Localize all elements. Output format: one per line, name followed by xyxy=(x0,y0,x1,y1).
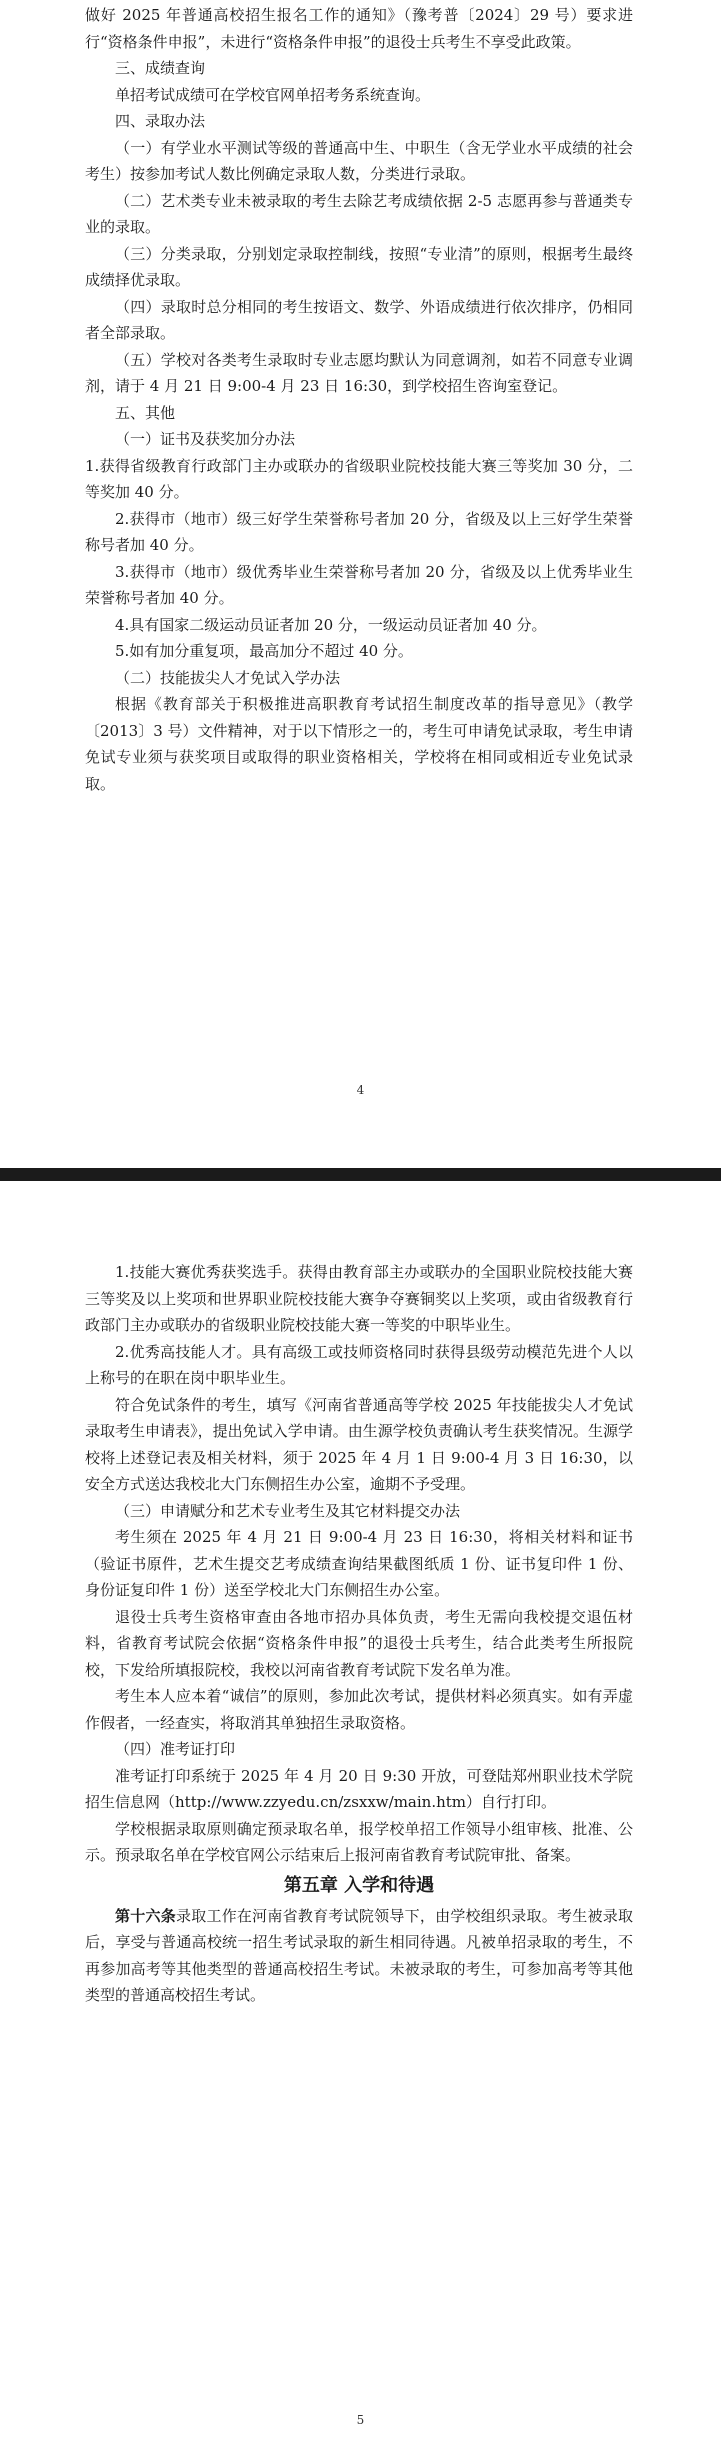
page-5-body xyxy=(85,1259,633,2009)
paragraph: （一）有学业水平测试等级的普通高中生、中职生（含无学业水平成绩的社会考生）按参加考试人数比例确定录取人数，分类进行录取。 xyxy=(85,138,633,183)
article-paragraph xyxy=(85,1903,633,2009)
paragraph: 准考证打印系统于 2025 年 4 月 20 日 9:30 开放，可登陆郑州职业技术学院招生信息网（http://www.zzyedu.cn/zsxxw/main.htm）自行打印。 xyxy=(85,1766,633,1811)
article-text: 录取工作在河南省教育考试院领导下，由学校组织录取。考生被录取后，享受与普通高校统一招生考试录取的新生相同待遇。凡被单招录取的考生，不再参加高考等其他类型的普通高校招生考试。未被录取的考生，可参加高考等其他类型的普通高校招生考试。 xyxy=(85,1906,633,2004)
paragraph: （四）录取时总分相同的考生按语文、数学、外语成绩进行依次排序，仍相同者全部录取。 xyxy=(85,297,633,342)
paragraph: （三）申请赋分和艺术专业考生及其它材料提交办法 xyxy=(115,1501,461,1520)
page-5-paragraphs xyxy=(85,1259,633,1869)
paragraph: 根据《教育部关于积极推进高职教育考试招生制度改革的指导意见》（教学〔2013〕3 号）文件精神，对于以下情形之一的，考生可申请免试录取，考生申请免试专业须与获奖项目或取得的职业资格相关，学校将在相同或相近专业免试录取。 xyxy=(85,695,633,793)
paragraph: 5.如有加分重复项，最高加分不超过 40 分。 xyxy=(115,642,413,660)
paragraph: 五、其他 xyxy=(115,403,176,422)
page-4-body xyxy=(85,2,633,797)
paragraph: 符合免试条件的考生，填写《河南省普通高等学校 2025 年技能拔尖人才免试录取考生申请表》，提出免试入学申请。由生源学校负责确认考生获奖情况。生源学校将上述登记表及相关材料，须于 2025 年 4 月 1 日 9:00-4 月 3 日 16:30，以安全方式送达我校北大门东侧招生办公室，逾期不予受理。 xyxy=(85,1395,633,1493)
paragraph: 4.具有国家二级运动员证者加 20 分，一级运动员证者加 40 分。 xyxy=(115,615,547,634)
article-label: 第十六条 xyxy=(115,1906,176,1925)
paragraph: （二）艺术类专业未被录取的考生去除艺考成绩依据 2-5 志愿再参与普通类专业的录取。 xyxy=(85,191,633,236)
page-number: 5 xyxy=(356,2413,365,2427)
document-page-4 xyxy=(0,0,721,1168)
paragraph: （三）分类录取，分别划定录取控制线，按照“专业清”的原则，根据考生最终成绩择优录取。 xyxy=(85,244,633,289)
paragraph: 做好 2025 年普通高校招生报名工作的通知》（豫考普〔2024〕29 号）要求进行“资格条件申报”，未进行“资格条件申报”的退役士兵考生不享受此政策。 xyxy=(85,6,633,51)
paragraph: 考生本人应本着“诚信”的原则，参加此次考试，提供材料必须真实。如有弄虚作假者，一经查实，将取消其单独招生录取资格。 xyxy=(85,1687,633,1732)
paragraph: （二）技能拔尖人才免试入学办法 xyxy=(115,668,341,687)
paragraph: 退役士兵考生资格审查由各地市招办具体负责，考生无需向我校提交退伍材料，省教育考试院会依据“资格条件申报”的退役士兵考生，结合此类考生所报院校，下发给所填报院校，我校以河南省教育考试院下发名单为准。 xyxy=(85,1607,633,1679)
paragraph: 1.获得省级教育行政部门主办或联办的省级职业院校技能大赛三等奖加 30 分，二等奖加 40 分。 xyxy=(85,456,633,501)
paragraph: （五）学校对各类考生录取时专业志愿均默认为同意调剂，如若不同意专业调剂，请于 4 月 21 日 9:00-4 月 23 日 16:30，到学校招生咨询室登记。 xyxy=(85,350,633,395)
paragraph: 1.技能大赛优秀获奖选手。获得由教育部主办或联办的全国职业院校技能大赛三等奖及以上奖项和世界职业院校技能大赛争夺赛铜奖以上奖项，或由省级教育行政部门主办或联办的省级职业院校技能大赛一等奖的中职毕业生。 xyxy=(85,1263,633,1334)
paragraph: 四、录取办法 xyxy=(115,112,206,130)
document-page-5 xyxy=(0,1181,721,2444)
page-number: 4 xyxy=(356,1083,365,1097)
paragraph: （一）证书及获奖加分办法 xyxy=(115,430,296,448)
chapter-title: 第五章 入学和待遇 xyxy=(283,1874,435,1896)
paragraph: （四）准考证打印 xyxy=(115,1740,236,1758)
paragraph: 三、成绩查询 xyxy=(115,59,206,77)
page-separator xyxy=(0,1168,721,1181)
paragraph: 2.获得市（地市）级三好学生荣誉称号者加 20 分，省级及以上三好学生荣誉称号者加 40 分。 xyxy=(85,509,633,554)
paragraph: 单招考试成绩可在学校官网单招考务系统查询。 xyxy=(115,85,431,104)
paragraph: 考生须在 2025 年 4 月 21 日 9:00-4 月 23 日 16:30，将相关材料和证书（验证书原件，艺术生提交艺考成绩查询结果截图纸质 1 份、证书复印件 1 份、身份证复印件 1 份）送至学校北大门东侧招生办公室。 xyxy=(85,1528,633,1599)
paragraph: 3.获得市（地市）级优秀毕业生荣誉称号者加 20 分，省级及以上优秀毕业生荣誉称号者加 40 分。 xyxy=(85,562,633,607)
paragraph: 学校根据录取原则确定预录取名单，报学校单招工作领导小组审核、批准、公示。预录取名单在学校官网公示结束后上报河南省教育考试院审批、备案。 xyxy=(85,1819,633,1864)
paragraph: 2.优秀高技能人才。具有高级工或技师资格同时获得县级劳动模范先进个人以上称号的在职在岗中职毕业生。 xyxy=(85,1342,633,1387)
